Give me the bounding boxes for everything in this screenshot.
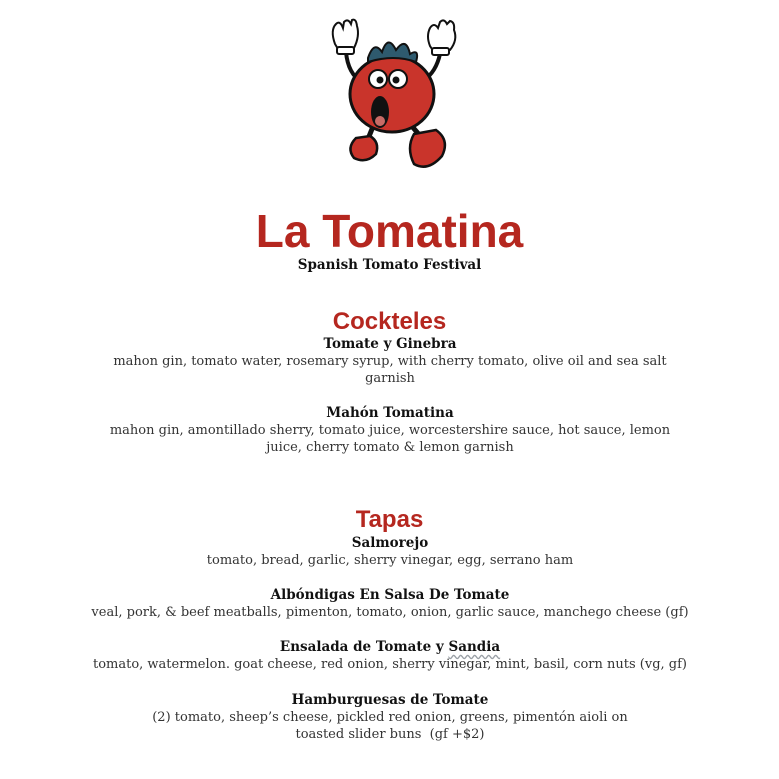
section-title-cockteles: Cockteles <box>332 308 447 335</box>
item-name: Albóndigas En Salsa De Tomate <box>270 587 510 603</box>
item-name: Tomate y Ginebra <box>323 336 457 352</box>
item-name: Salmorejo <box>351 535 429 551</box>
menu-item <box>90 405 690 456</box>
item-name: Mahón Tomatina <box>326 405 454 421</box>
menu-item <box>90 692 690 743</box>
item-description-line: garnish <box>365 371 415 386</box>
item-description-line: veal, pork, & beef meatballs, pimenton, tomato, onion, garlic sauce, manchego cheese (gf) <box>91 605 689 620</box>
menu-item <box>90 535 690 569</box>
item-name-part: Ensalada de Tomate y <box>279 639 449 655</box>
menu-subtitle: Spanish Tomato Festival <box>297 257 482 273</box>
menu-title: La Tomatina <box>255 205 524 257</box>
item-name-spellcheck-word: Sandia <box>448 639 501 655</box>
item-description-line: mahon gin, tomato water, rosemary syrup, with cherry tomato, olive oil and sea salt <box>113 354 667 369</box>
item-name: Hamburguesas de Tomate <box>291 692 489 708</box>
tomato-mascot-icon <box>318 16 464 172</box>
item-description-line: mahon gin, amontillado sherry, tomato juice, worcestershire sauce, hot sauce, lemon <box>109 423 671 438</box>
menu-item <box>60 587 720 621</box>
item-name <box>60 639 720 656</box>
menu-item <box>90 336 690 387</box>
section-title-tapas: Tapas <box>355 506 424 533</box>
item-description-line: juice, cherry tomato & lemon garnish <box>266 440 514 455</box>
item-description-line: toasted slider buns (gf +$2) <box>295 727 485 742</box>
item-description-line: tomato, watermelon. goat cheese, red onion, sherry vinegar, mint, basil, corn nuts (vg, gf) <box>92 657 687 672</box>
item-description-line: (2) tomato, sheep’s cheese, pickled red onion, greens, pimentón aioli on <box>152 710 628 725</box>
item-description-line: tomato, bread, garlic, sherry vinegar, egg, serrano ham <box>206 553 574 568</box>
menu-item <box>60 639 720 673</box>
